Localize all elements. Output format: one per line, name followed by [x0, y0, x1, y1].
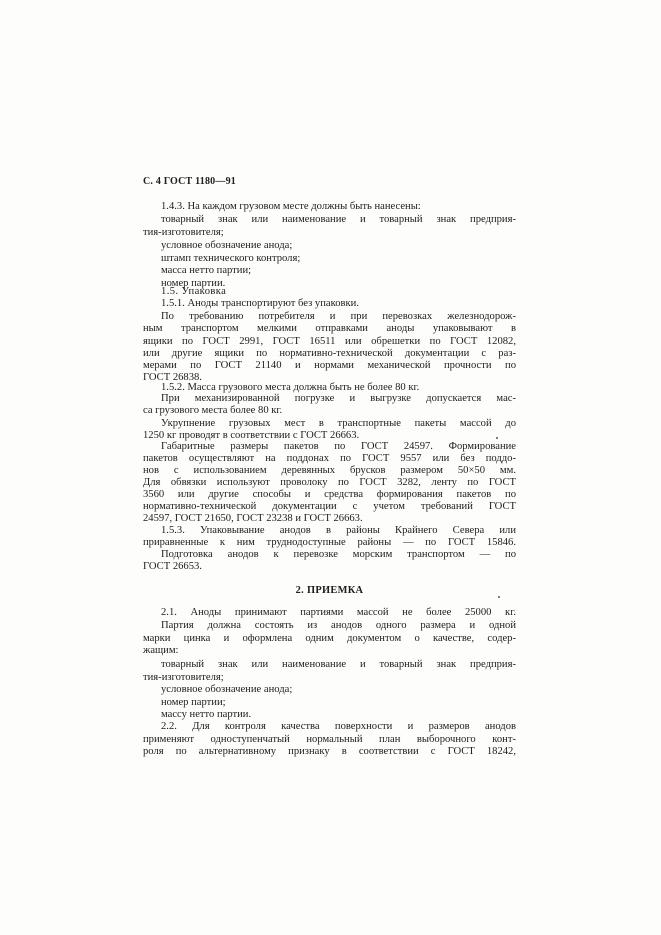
page-header: С. 4 ГОСТ 1180—91: [143, 176, 236, 187]
text-line: Подготовка анодов к перевозке морским транспортом — по: [161, 549, 516, 560]
section-heading: 2. ПРИЕМКА: [295, 585, 364, 596]
print-speck: [496, 437, 498, 439]
text-line: штамп технического контроля;: [161, 253, 301, 264]
text-line: 1.5.3. Упаковывание анодов в районы Крайнего Севера или: [161, 525, 516, 536]
text-line: тия-изготовителя;: [143, 227, 224, 238]
text-line: ГОСТ 26838.: [143, 372, 202, 383]
text-line: 3560 или другие способы и средства формирования пакетов по: [143, 489, 516, 500]
text-line: масса нетто партии;: [161, 265, 252, 276]
text-line: нормативно-технической документации с учетом требований ГОСТ: [143, 501, 516, 512]
print-speck: [498, 596, 500, 598]
text-line: массу нетто партии.: [161, 709, 252, 720]
text-line: 2.2. Для контроля качества поверхности и размеров анодов: [161, 721, 516, 732]
text-line: товарный знак или наименование и товарный знак предприя-: [161, 659, 516, 670]
text-line: условное обозначение анода;: [161, 240, 293, 251]
text-line: пакетов осуществляют на поддонах по ГОСТ 9557 или без поддо-: [143, 453, 516, 464]
text-line: нов с использованием деревянных брусков размером 50×50 мм.: [143, 465, 516, 476]
text-line: мерами по ГОСТ 21140 и нормами механической прочности по: [143, 360, 516, 371]
text-line: Партия должна состоять из анодов одного размера и одной: [161, 620, 516, 631]
text-line: 1.4.3. На каждом грузовом месте должны быть нанесены:: [161, 201, 421, 212]
text-line: 24597, ГОСТ 21650, ГОСТ 23238 и ГОСТ 26663.: [143, 513, 363, 524]
text-line: ящики по ГОСТ 2991, ГОСТ 16511 или обрешетки по ГОСТ 12082,: [143, 336, 516, 347]
text-line: 2.1. Аноды принимают партиями массой не более 25000 кг.: [161, 607, 516, 618]
text-line: условное обозначение анода;: [161, 684, 293, 695]
text-line: приравненные к ним труднодоступные районы — по ГОСТ 15846.: [143, 537, 516, 548]
text-line: са грузового места более 80 кг.: [143, 405, 283, 416]
text-line: жащим:: [143, 645, 179, 656]
text-line: 1.5.1. Аноды транспортируют без упаковки.: [161, 298, 359, 309]
text-line: 1250 кг проводят в соответствии с ГОСТ 26663.: [143, 430, 360, 441]
text-line: применяют одноступенчатый нормальный план выборочного конт-: [143, 734, 516, 745]
text-line: товарный знак или наименование и товарный знак предприя-: [161, 214, 516, 225]
text-line: Габаритные размеры пакетов по ГОСТ 24597. Формирование: [161, 441, 516, 452]
text-line: Для обвязки используют проволоку по ГОСТ 3282, ленту по ГОСТ: [143, 477, 516, 488]
text-line: ным транспортом мелкими отправками аноды упаковывают в: [143, 323, 516, 334]
text-line: или другие ящики по нормативно-технической документации с раз-: [143, 348, 516, 359]
text-line: марки цинка и оформлена одним документом о качестве, содер-: [143, 633, 516, 644]
text-line: роля по альтернативному признаку в соответствии с ГОСТ 18242,: [143, 746, 516, 757]
text-line: При механизированной погрузке и выгрузке допускается мас-: [161, 393, 516, 404]
text-line: 1.5.2. Масса грузового места должна быть не более 80 кг.: [161, 382, 420, 393]
text-line: номер партии;: [161, 697, 226, 708]
section-subheading: 1.5. Упаковка: [161, 286, 227, 297]
text-line: По требованию потребителя и при перевозках железнодорож-: [161, 311, 516, 322]
text-line: тия-изготовителя;: [143, 672, 224, 683]
text-line: Укрупнение грузовых мест в транспортные пакеты массой до: [161, 418, 516, 429]
text-line: номер партии.: [161, 278, 226, 289]
text-line: ГОСТ 26653.: [143, 561, 202, 572]
